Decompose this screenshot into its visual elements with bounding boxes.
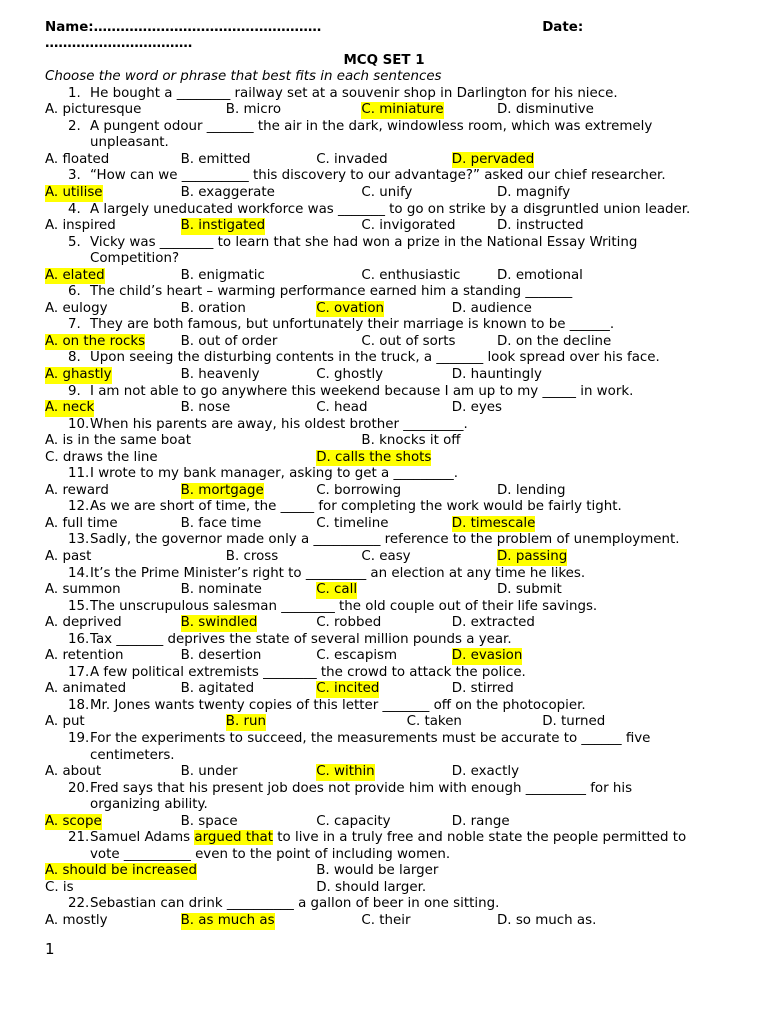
option-a: A. neck [45, 400, 95, 416]
option-d: D. hauntingly [451, 366, 542, 382]
option-d: D. turned [542, 714, 606, 730]
option-a: A. deprived [45, 615, 122, 631]
option-a: A. summon [45, 582, 121, 598]
option-c: C. robbed [316, 615, 382, 631]
option-b: B. desertion [180, 648, 262, 664]
option-b: B. micro [225, 102, 282, 118]
option-a: A. about [45, 764, 102, 780]
option-c: C. timeline [316, 515, 389, 531]
option-d: D. timescale [451, 515, 536, 531]
option-c: C. incited [316, 681, 380, 697]
question-number: 11. [68, 466, 90, 482]
option-c: C. borrowing [316, 482, 402, 498]
options-row [0, 714, 768, 731]
question-7 [0, 317, 768, 350]
option-d: D. audience [451, 300, 532, 316]
question-text: A pungent odour _______ the air in the dark, windowless room, which was extremely [90, 118, 653, 134]
option-b: B. nominate [180, 582, 262, 598]
options-row [0, 268, 768, 285]
question-2 [0, 119, 768, 169]
question-number: 18. [68, 697, 90, 713]
options-row [0, 102, 768, 119]
question-text: Tax _______ deprives the state of several million pounds a year. [90, 631, 512, 647]
option-d: D. range [451, 813, 510, 829]
question-number: 3. [68, 168, 81, 184]
options-row [0, 483, 768, 500]
option-d: D. magnify [497, 184, 571, 200]
question-12 [0, 499, 768, 532]
option-c: C. invaded [316, 151, 388, 167]
question-10 [0, 417, 768, 467]
option-b: B. face time [180, 515, 262, 531]
instructions: Choose the word or phrase that best fits in each sentences [45, 69, 442, 85]
option-c: C. easy [361, 549, 411, 564]
question-text: As we are short of time, the _____ for completing the work would be fairly tight. [90, 499, 622, 515]
option-a: A. ghastly [45, 366, 112, 382]
option-c: C. head [316, 400, 368, 416]
option-c: C. ovation [316, 300, 385, 316]
question-number: 19. [68, 731, 90, 747]
options-row [0, 582, 768, 599]
question-number: 1. [68, 85, 81, 101]
options-row [0, 152, 768, 169]
option-a: A. mostly [45, 913, 108, 929]
header-row [0, 20, 768, 37]
option-c: C. capacity [316, 813, 391, 829]
question-1 [0, 86, 768, 119]
question-number: 5. [68, 234, 81, 250]
option-c: C. within [316, 764, 375, 780]
question-number: 4. [68, 201, 81, 217]
option-a: A. should be increased [45, 863, 197, 879]
question-number: 2. [68, 118, 81, 134]
option-b: B. out of order [180, 333, 278, 349]
question-text: I am not able to go anywhere this weekend because I am up to my _____ in work. [90, 383, 634, 399]
option-d: D. instructed [497, 218, 584, 234]
option-c: C. ghostly [316, 366, 384, 382]
option-b: B. oration [180, 300, 246, 316]
option-d: D. extracted [451, 615, 535, 631]
options-row [0, 913, 768, 930]
question-text: Fred says that his present job does not provide him with enough _________ for his [90, 780, 633, 796]
page-title: MCQ SET 1 [343, 52, 425, 68]
page-number: 1 [45, 940, 55, 958]
question-4 [0, 202, 768, 235]
option-a: A. full time [45, 515, 118, 531]
option-d: D. stirred [451, 681, 514, 697]
question-21 [0, 830, 768, 896]
question-3 [0, 168, 768, 201]
question-11 [0, 466, 768, 499]
question-20 [0, 781, 768, 831]
options-row [0, 400, 768, 417]
options-row [0, 814, 768, 831]
question-text: “How can we __________ this discovery to our advantage?” asked our chief researcher. [90, 168, 666, 184]
question-number: 16. [68, 631, 90, 647]
options-row [0, 301, 768, 318]
header-row-2 [0, 36, 768, 53]
option-b: B. would be larger [316, 863, 439, 879]
option-b: B. cross [225, 549, 279, 564]
question-number: 9. [68, 383, 81, 399]
worksheet-page [0, 20, 768, 930]
option-c: C. is [45, 879, 74, 895]
option-d: D. disminutive [497, 102, 594, 118]
option-d: D. exactly [451, 764, 520, 780]
option-c: C. unify [361, 184, 413, 200]
option-b: B. knocks it off [361, 433, 461, 449]
options-row [0, 880, 768, 897]
option-b: B. run [225, 714, 266, 730]
question-15 [0, 599, 768, 632]
question-number: 10. [68, 416, 90, 432]
question-14 [0, 566, 768, 599]
option-c: C. invigorated [361, 218, 456, 234]
question-text-continued: centimeters. [90, 747, 175, 763]
option-b: B. nose [180, 400, 231, 416]
option-a: A. past [45, 549, 92, 564]
question-13 [0, 532, 768, 565]
question-text-continued: unpleasant. [90, 135, 169, 151]
option-b: B. exaggerate [180, 184, 275, 200]
option-a: A. is in the same boat [45, 433, 191, 449]
option-d: D. evasion [451, 648, 523, 664]
options-row [0, 334, 768, 351]
option-d: D. lending [497, 482, 566, 498]
options-row [0, 218, 768, 235]
question-5 [0, 235, 768, 285]
option-d: D. emotional [497, 267, 583, 283]
option-b: B. agitated [180, 681, 255, 697]
option-d: D. eyes [451, 400, 502, 416]
option-c: C. draws the line [45, 449, 158, 465]
option-b: B. mortgage [180, 482, 264, 498]
question-number: 12. [68, 499, 90, 515]
date-field-label: Date: [542, 19, 584, 35]
options-row [0, 681, 768, 698]
question-number: 7. [68, 317, 81, 333]
question-text: A few political extremists ________ the crowd to attack the police. [90, 664, 526, 680]
question-16 [0, 632, 768, 665]
option-a: A. utilise [45, 184, 103, 200]
options-row [0, 433, 768, 450]
question-number: 17. [68, 664, 90, 680]
option-c: C. enthusiastic [361, 267, 461, 283]
option-c: C. their [361, 913, 411, 929]
options-row [0, 615, 768, 632]
question-text: Samuel Adams argued that to live in a truly free and noble state the people permitted to [90, 830, 687, 846]
instructions-row [0, 69, 768, 86]
question-text: For the experiments to succeed, the measurements must be accurate to ______ five [90, 731, 651, 747]
question-8 [0, 350, 768, 383]
option-b: B. enigmatic [180, 267, 265, 283]
option-d: D. pervaded [451, 151, 535, 167]
options-row [0, 516, 768, 533]
options-row [0, 648, 768, 665]
option-a: A. inspired [45, 218, 116, 234]
option-c: C. out of sorts [361, 333, 456, 349]
option-d: D. calls the shots [316, 449, 432, 465]
question-17 [0, 665, 768, 698]
option-b: B. under [180, 764, 238, 780]
option-d: D. so much as. [497, 913, 597, 929]
option-c: C. call [316, 582, 358, 598]
option-c: C. escapism [316, 648, 398, 664]
question-text: A largely uneducated workforce was _______ to go on strike by a disgruntled union leader. [90, 201, 691, 217]
question-number: 21. [68, 830, 90, 846]
option-a: A. scope [45, 813, 102, 829]
option-b: B. as much as [180, 913, 275, 929]
option-c: C. miniature [361, 102, 444, 118]
question-6 [0, 284, 768, 317]
options-row [0, 450, 768, 467]
options-row [0, 764, 768, 781]
highlighted-phrase: argued that [194, 830, 274, 846]
option-d: D. submit [497, 582, 562, 598]
question-text: I wrote to my bank manager, asking to get a _________. [90, 466, 458, 482]
question-text-continued: vote __________ even to the point of including women. [90, 846, 451, 862]
option-a: A. reward [45, 482, 109, 498]
question-text: Vicky was ________ to learn that she had won a prize in the National Essay Writing [90, 234, 638, 250]
option-b: B. instigated [180, 218, 266, 234]
question-number: 14. [68, 565, 90, 581]
name-field: Name:…………………………………………… [45, 19, 322, 35]
question-number: 13. [68, 532, 90, 548]
question-text: It’s the Prime Minister’s right to _________ an election at any time he likes. [90, 565, 586, 581]
question-number: 8. [68, 350, 81, 366]
options-row [0, 185, 768, 202]
question-number: 22. [68, 896, 90, 912]
options-row [0, 367, 768, 384]
question-18 [0, 698, 768, 731]
option-b: B. space [180, 813, 238, 829]
question-text: The child’s heart – warming performance earned him a standing _______ [90, 284, 573, 300]
title-row [0, 53, 768, 70]
date-field-dots: …………………………… [45, 36, 193, 52]
question-19 [0, 731, 768, 781]
option-b: B. emitted [180, 151, 251, 167]
option-a: A. retention [45, 648, 124, 664]
options-row [0, 863, 768, 880]
question-text: When his parents are away, his oldest brother _________. [90, 416, 468, 432]
option-d: D. passing [497, 549, 568, 564]
question-text: Upon seeing the disturbing contents in the truck, a _______ look spread over his face. [90, 350, 660, 366]
question-number: 6. [68, 284, 81, 300]
option-a: A. eulogy [45, 300, 108, 316]
option-c: C. taken [406, 714, 462, 730]
option-a: A. picturesque [45, 102, 142, 118]
option-d: D. should larger. [316, 879, 427, 895]
question-22 [0, 896, 768, 929]
question-text: He bought a ________ railway set at a souvenir shop in Darlington for his niece. [90, 85, 618, 101]
options-row [0, 549, 768, 566]
option-a: A. floated [45, 151, 110, 167]
option-d: D. on the decline [497, 333, 612, 349]
question-text: Sadly, the governor made only a __________ reference to the problem of unemployment. [90, 532, 680, 548]
option-a: A. put [45, 714, 85, 730]
option-a: A. animated [45, 681, 127, 697]
question-text: They are both famous, but unfortunately their marriage is known to be ______. [90, 317, 615, 333]
question-text-continued: organizing ability. [90, 797, 208, 813]
option-b: B. heavenly [180, 366, 260, 382]
question-9 [0, 384, 768, 417]
option-b: B. swindled [180, 615, 258, 631]
question-text: The unscrupulous salesman ________ the old couple out of their life savings. [90, 598, 598, 614]
question-number: 20. [68, 780, 90, 796]
option-a: A. elated [45, 267, 105, 283]
question-text: Sebastian can drink __________ a gallon of beer in one sitting. [90, 896, 500, 912]
question-text: Mr. Jones wants twenty copies of this letter _______ off on the photocopier. [90, 697, 586, 713]
question-number: 15. [68, 598, 90, 614]
option-a: A. on the rocks [45, 333, 146, 349]
question-text-continued: Competition? [90, 251, 180, 267]
